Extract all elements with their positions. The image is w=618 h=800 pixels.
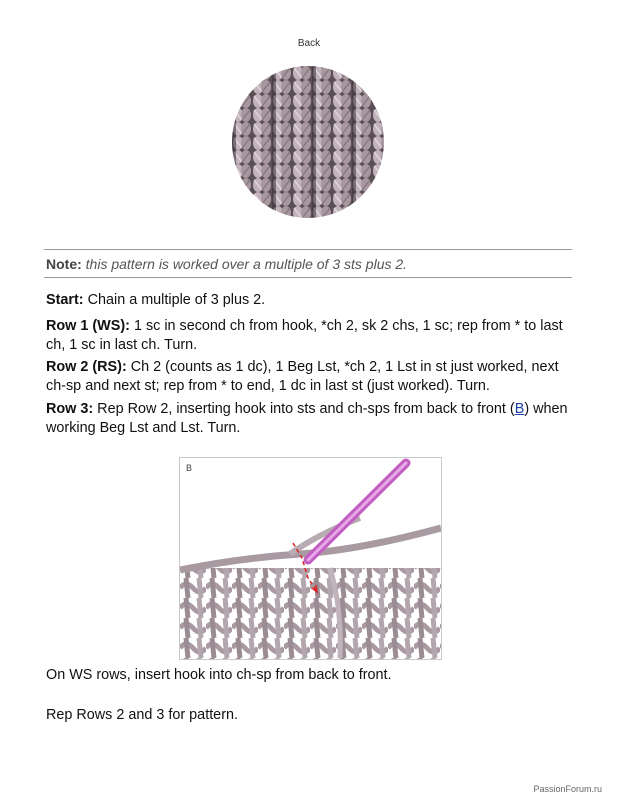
row2-text: Ch 2 (counts as 1 dc), 1 Beg Lst, *ch 2, 1 Lst in st just worked, next ch-sp and next st; rep from * to end, 1 dc in last st (just worked). Turn. <box>46 359 559 394</box>
row3-text-before: Rep Row 2, inserting hook into sts and ch-sps from back to front ( <box>97 401 515 417</box>
pattern-note <box>46 256 407 272</box>
row1-label: Row 1 (WS): <box>46 318 130 334</box>
note-text: this pattern is worked over a multiple of 3 sts plus 2. <box>85 256 408 272</box>
row3-instruction <box>46 400 576 437</box>
back-swatch-image <box>232 66 384 218</box>
start-label: Start: <box>46 292 84 308</box>
start-instruction <box>46 291 576 310</box>
watermark: PassionForum.ru <box>533 784 602 794</box>
note-label: Note: <box>46 256 82 272</box>
start-text: Chain a multiple of 3 plus 2. <box>87 292 266 308</box>
row3-label: Row 3: <box>46 401 94 417</box>
crochet-hook-photo <box>180 458 441 659</box>
figure-b <box>179 457 442 660</box>
figure-b-link[interactable]: B <box>514 401 525 417</box>
row2-label: Row 2 (RS): <box>46 359 127 375</box>
repeat-instruction: Rep Rows 2 and 3 for pattern. <box>46 707 238 723</box>
ws-rows-note: On WS rows, insert hook into ch-sp from back to front. <box>46 667 392 683</box>
swatch-caption: Back <box>297 38 321 49</box>
row3-text-after: ) when working Beg Lst and Lst. Turn. <box>46 401 568 436</box>
row2-instruction <box>46 358 576 395</box>
row1-instruction <box>46 317 576 354</box>
divider-top <box>44 249 572 250</box>
divider-bottom <box>44 277 572 278</box>
figure-label: B <box>186 463 193 473</box>
row1-text: 1 sc in second ch from hook, *ch 2, sk 2 chs, 1 sc; rep from * to last ch, 1 sc in last ch. Turn. <box>46 318 563 353</box>
